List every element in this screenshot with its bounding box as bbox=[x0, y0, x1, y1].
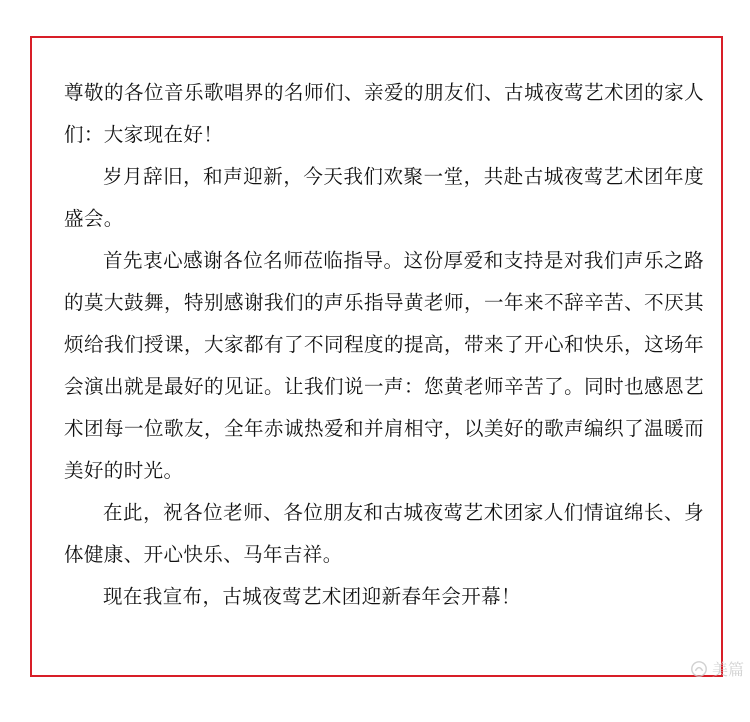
greeting-paragraph: 尊敬的各位音乐歌唱界的名师们、亲爱的朋友们、古城夜莺艺术团的家人们：大家现在好！ bbox=[64, 81, 704, 146]
thanks-paragraph: 首先衷心感谢各位名师莅临指导。这份厚爱和支持是对我们声乐之路的莫大鼓舞，特别感谢我们的声乐指导黄老师，一年来不辞辛苦、不厌其烦给我们授课，大家都有了不同程度的提高，带来了开心和快乐，这场年会演出就是最好的见证。让我们说一声：您黄老师辛苦了。同时也感恩艺术团每一位歌友，全年赤诚热爱和并肩相守，以美好的歌声编织了温暖而美好的时光。 bbox=[64, 249, 704, 482]
document-body bbox=[64, 72, 704, 618]
watermark-text: 美篇 bbox=[711, 660, 744, 679]
watermark bbox=[690, 657, 744, 680]
meipian-logo-icon bbox=[690, 660, 708, 678]
blessing-paragraph: 在此，祝各位老师、各位朋友和古城夜莺艺术团家人们情谊绵长、身体健康、开心快乐、马年吉祥。 bbox=[64, 501, 704, 566]
announcement-paragraph: 现在我宣布，古城夜莺艺术团迎新春年会开幕！ bbox=[103, 585, 521, 608]
opening-paragraph: 岁月辞旧，和声迎新，今天我们欢聚一堂，共赴古城夜莺艺术团年度盛会。 bbox=[64, 165, 704, 230]
